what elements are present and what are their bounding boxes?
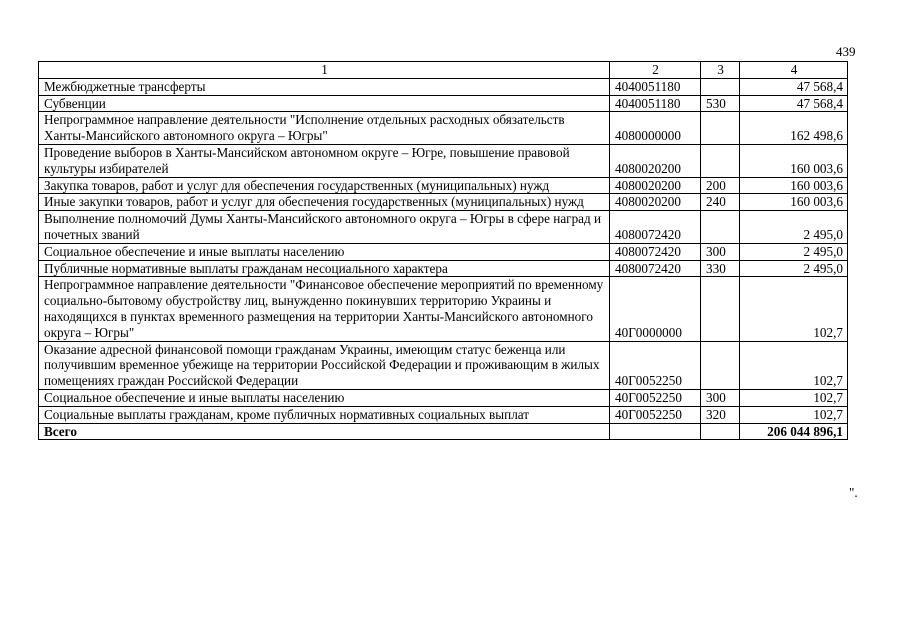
row-code: 4080072420: [610, 243, 701, 260]
table-row: [39, 78, 848, 95]
table-row: [39, 144, 848, 177]
header-col-3: 3: [701, 62, 740, 79]
header-row: [39, 62, 848, 79]
row-name: Иные закупки товаров, работ и услуг для обеспечения государственных (муниципальных) нужд: [39, 194, 610, 211]
row-name: Межбюджетные трансферты: [39, 78, 610, 95]
row-expense-type: [701, 78, 740, 95]
table-row: [39, 277, 848, 341]
row-amount: 47 568,4: [740, 78, 848, 95]
row-code: 4080020200: [610, 144, 701, 177]
row-amount: 160 003,6: [740, 194, 848, 211]
row-code: 4040051180: [610, 95, 701, 112]
page-number: 439: [836, 44, 856, 59]
row-code: 4080072420: [610, 211, 701, 244]
row-name: Проведение выборов в Ханты-Мансийском автономном округе – Югре, повышение правовой культуры избирателей: [39, 144, 610, 177]
row-code: 4080072420: [610, 260, 701, 277]
row-name: Непрограммное направление деятельности "Финансовое обеспечение мероприятий по временному социально-бытовому обустройству лиц, вынужденно покинувших территорию Украины и находящихся в пунктах временного размещения на территории Ханты-Мансийского автономного округа – Югры": [39, 277, 610, 341]
row-code: 4080020200: [610, 177, 701, 194]
row-expense-type: 300: [701, 389, 740, 406]
row-expense-type: 330: [701, 260, 740, 277]
row-expense-type: 320: [701, 406, 740, 423]
row-amount: 160 003,6: [740, 177, 848, 194]
row-expense-type: [701, 211, 740, 244]
row-amount: 102,7: [740, 277, 848, 341]
row-code: 4040051180: [610, 78, 701, 95]
row-code: 40Г0052250: [610, 341, 701, 389]
total-row: [39, 423, 848, 440]
row-code: 40Г0052250: [610, 389, 701, 406]
row-name: Субвенции: [39, 95, 610, 112]
table-row: [39, 260, 848, 277]
row-expense-type: [701, 341, 740, 389]
row-amount: 102,7: [740, 406, 848, 423]
row-expense-type: 300: [701, 243, 740, 260]
row-code: 40Г0000000: [610, 277, 701, 341]
row-code: 4080020200: [610, 194, 701, 211]
row-expense-type: 240: [701, 194, 740, 211]
row-amount: 2 495,0: [740, 260, 848, 277]
table-row: [39, 112, 848, 145]
table-row: [39, 243, 848, 260]
row-amount: 102,7: [740, 389, 848, 406]
header-col-4: 4: [740, 62, 848, 79]
budget-table: [38, 61, 848, 440]
row-name: Оказание адресной финансовой помощи гражданам Украины, имеющим статус беженца или получившим временное убежище на территории Российской Федерации и проживающим в жилых помещениях граждан Российской Федерации: [39, 341, 610, 389]
table-row: [39, 95, 848, 112]
row-amount: 160 003,6: [740, 144, 848, 177]
row-amount: 102,7: [740, 341, 848, 389]
closing-quote-mark: ".: [849, 485, 858, 500]
row-name: Социальные выплаты гражданам, кроме публичных нормативных социальных выплат: [39, 406, 610, 423]
row-code: 40Г0052250: [610, 406, 701, 423]
row-name: Публичные нормативные выплаты гражданам несоциального характера: [39, 260, 610, 277]
total-label: Всего: [39, 423, 610, 440]
table-row: [39, 406, 848, 423]
row-amount: 2 495,0: [740, 211, 848, 244]
row-expense-type: [701, 112, 740, 145]
row-expense-type: 200: [701, 177, 740, 194]
row-expense-type: [701, 144, 740, 177]
table-row: [39, 211, 848, 244]
row-name: Социальное обеспечение и иные выплаты населению: [39, 243, 610, 260]
header-col-2: 2: [610, 62, 701, 79]
total-amount: 206 044 896,1: [740, 423, 848, 440]
table-row: [39, 389, 848, 406]
row-name: Закупка товаров, работ и услуг для обеспечения государственных (муниципальных) нужд: [39, 177, 610, 194]
total-expense-type: [701, 423, 740, 440]
table-row: [39, 177, 848, 194]
row-amount: 162 498,6: [740, 112, 848, 145]
total-code: [610, 423, 701, 440]
table-row: [39, 194, 848, 211]
row-expense-type: [701, 277, 740, 341]
row-name: Социальное обеспечение и иные выплаты населению: [39, 389, 610, 406]
table-row: [39, 341, 848, 389]
row-amount: 47 568,4: [740, 95, 848, 112]
row-amount: 2 495,0: [740, 243, 848, 260]
row-name: Выполнение полномочий Думы Ханты-Мансийского автономного округа – Югры в сфере наград и почетных званий: [39, 211, 610, 244]
row-name: Непрограммное направление деятельности "Исполнение отдельных расходных обязательств Ханты-Мансийского автономного округа – Югры": [39, 112, 610, 145]
row-expense-type: 530: [701, 95, 740, 112]
row-code: 4080000000: [610, 112, 701, 145]
header-col-1: 1: [39, 62, 610, 79]
